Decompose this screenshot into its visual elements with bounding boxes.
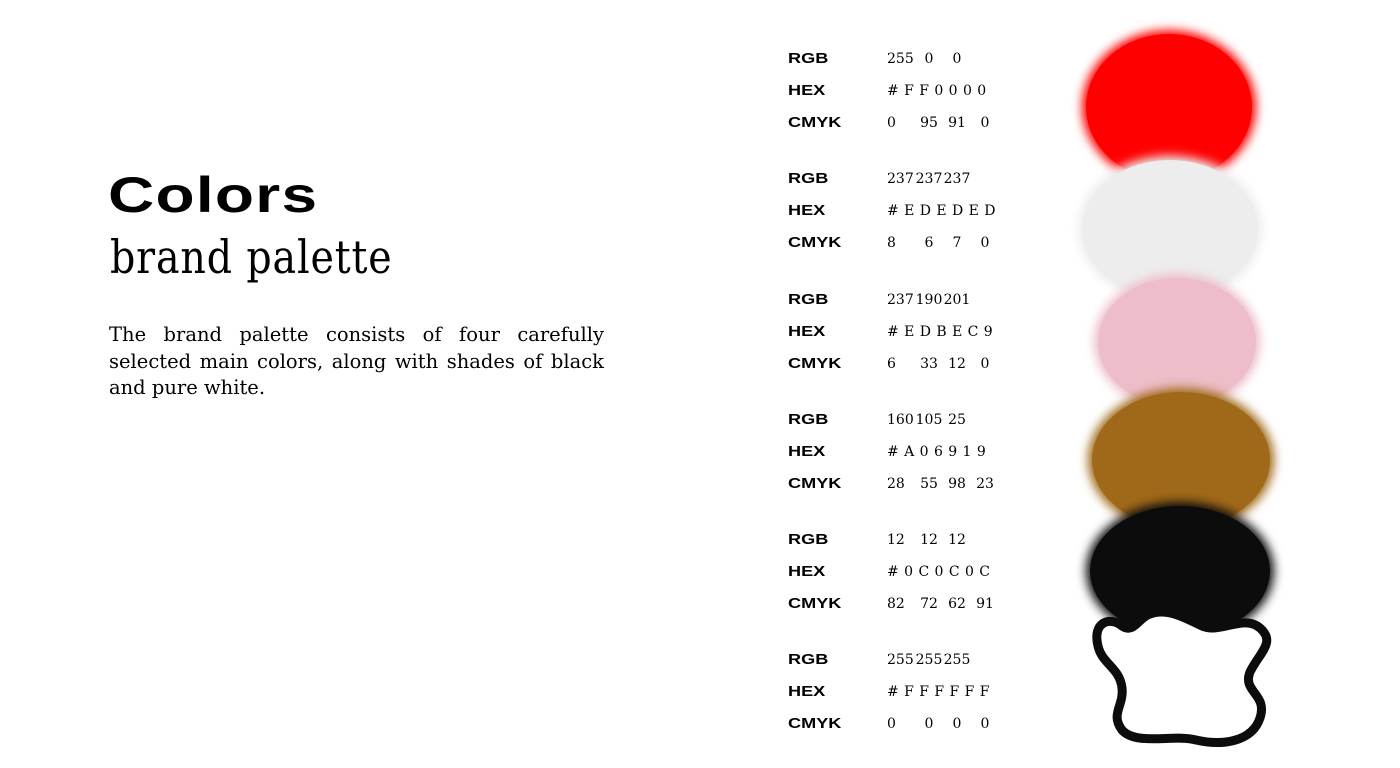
hex-row — [788, 321, 1028, 345]
cmyk-row — [788, 473, 1028, 497]
palette-description: The brand palette consists of four carefully selected main colors, along with shades of black and pure white. — [109, 323, 604, 399]
rgb-row — [788, 649, 1028, 673]
hex-label: HEX — [788, 684, 826, 700]
swatch-red — [1086, 34, 1252, 180]
cmyk-values — [887, 477, 999, 491]
rgb-values — [887, 653, 971, 667]
cmyk-m: 55 — [920, 476, 938, 492]
cmyk-c: 28 — [887, 476, 905, 492]
hex-value: #0C0C0C — [887, 564, 996, 580]
hex-label: HEX — [788, 83, 826, 99]
rgb-g: 12 — [920, 532, 938, 548]
cmyk-k: 0 — [980, 716, 990, 732]
color-swatch-stack — [1070, 20, 1300, 760]
cmyk-label: CMYK — [788, 476, 842, 492]
cmyk-m: 95 — [920, 115, 938, 131]
cmyk-c: 0 — [887, 115, 896, 131]
rgb-label: RGB — [788, 652, 829, 668]
cmyk-row — [788, 232, 1028, 256]
cmyk-y: 12 — [948, 356, 966, 372]
rgb-values — [887, 533, 971, 547]
hex-label: HEX — [788, 324, 826, 340]
cmyk-row — [788, 593, 1028, 617]
rgb-g: 237 — [915, 171, 943, 187]
rgb-r: 255 — [887, 652, 914, 668]
rgb-label: RGB — [788, 532, 829, 548]
rgb-b: 255 — [943, 652, 971, 668]
rgb-values — [887, 413, 971, 427]
rgb-label: RGB — [788, 412, 829, 428]
cmyk-label: CMYK — [788, 235, 842, 251]
cmyk-c: 0 — [887, 716, 896, 732]
rgb-g: 190 — [915, 292, 943, 308]
cmyk-values — [887, 597, 999, 611]
hex-label: HEX — [788, 564, 826, 580]
rgb-values — [887, 52, 971, 66]
rgb-b: 201 — [943, 292, 971, 308]
rgb-g: 105 — [915, 412, 943, 428]
cmyk-row — [788, 713, 1028, 737]
hex-value: #EDEDED — [887, 203, 1001, 219]
swatch-pink — [1098, 278, 1256, 406]
page-title: Colors — [108, 167, 319, 223]
cmyk-m: 72 — [920, 596, 938, 612]
rgb-row — [788, 168, 1028, 192]
cmyk-y: 91 — [948, 115, 966, 131]
hex-value: #FF0000 — [887, 83, 992, 99]
cmyk-k: 0 — [980, 115, 990, 131]
cmyk-m: 33 — [920, 356, 938, 372]
hex-value: #FFFFFF — [887, 684, 995, 700]
cmyk-label: CMYK — [788, 115, 842, 131]
page-subtitle: brand palette — [110, 230, 393, 284]
rgb-label: RGB — [788, 292, 829, 308]
cmyk-values — [887, 236, 999, 250]
rgb-r: 237 — [887, 292, 914, 308]
rgb-label: RGB — [788, 51, 829, 67]
cmyk-y: 0 — [952, 716, 962, 732]
hex-row — [788, 441, 1028, 465]
rgb-r: 12 — [887, 532, 905, 548]
cmyk-values — [887, 717, 999, 731]
cmyk-y: 62 — [948, 596, 966, 612]
rgb-r: 237 — [887, 171, 914, 187]
hex-label: HEX — [788, 444, 826, 460]
cmyk-k: 23 — [976, 476, 994, 492]
hex-row — [788, 681, 1028, 705]
cmyk-label: CMYK — [788, 356, 842, 372]
hex-label: HEX — [788, 203, 826, 219]
rgb-row — [788, 409, 1028, 433]
hex-row — [788, 200, 1028, 224]
rgb-b: 12 — [948, 532, 966, 548]
cmyk-k: 0 — [980, 235, 990, 251]
rgb-r: 160 — [887, 412, 914, 428]
rgb-row — [788, 529, 1028, 553]
rgb-b: 0 — [952, 51, 962, 67]
swatch-white-outline — [1070, 606, 1300, 756]
hex-row — [788, 561, 1028, 585]
cmyk-m: 0 — [924, 716, 934, 732]
rgb-label: RGB — [788, 171, 829, 187]
rgb-row — [788, 48, 1028, 72]
cmyk-c: 8 — [887, 235, 896, 251]
cmyk-values — [887, 116, 999, 130]
hex-value: #A06919 — [887, 444, 992, 460]
cmyk-k: 91 — [976, 596, 994, 612]
cmyk-c: 82 — [887, 596, 905, 612]
cmyk-k: 0 — [980, 356, 990, 372]
cmyk-row — [788, 353, 1028, 377]
cmyk-label: CMYK — [788, 716, 842, 732]
cmyk-label: CMYK — [788, 596, 842, 612]
hex-row — [788, 80, 1028, 104]
hex-value: #EDBEC9 — [887, 324, 999, 340]
rgb-values — [887, 172, 971, 186]
cmyk-values — [887, 357, 999, 371]
rgb-b: 25 — [948, 412, 966, 428]
rgb-g: 255 — [915, 652, 943, 668]
rgb-b: 237 — [943, 171, 971, 187]
cmyk-c: 6 — [887, 356, 896, 372]
rgb-r: 255 — [887, 51, 914, 67]
rgb-values — [887, 293, 971, 307]
cmyk-y: 7 — [952, 235, 962, 251]
cmyk-row — [788, 112, 1028, 136]
swatch-white-outline-path — [1097, 612, 1267, 743]
rgb-row — [788, 289, 1028, 313]
rgb-g: 0 — [924, 51, 934, 67]
cmyk-m: 6 — [924, 235, 934, 251]
cmyk-y: 98 — [948, 476, 966, 492]
